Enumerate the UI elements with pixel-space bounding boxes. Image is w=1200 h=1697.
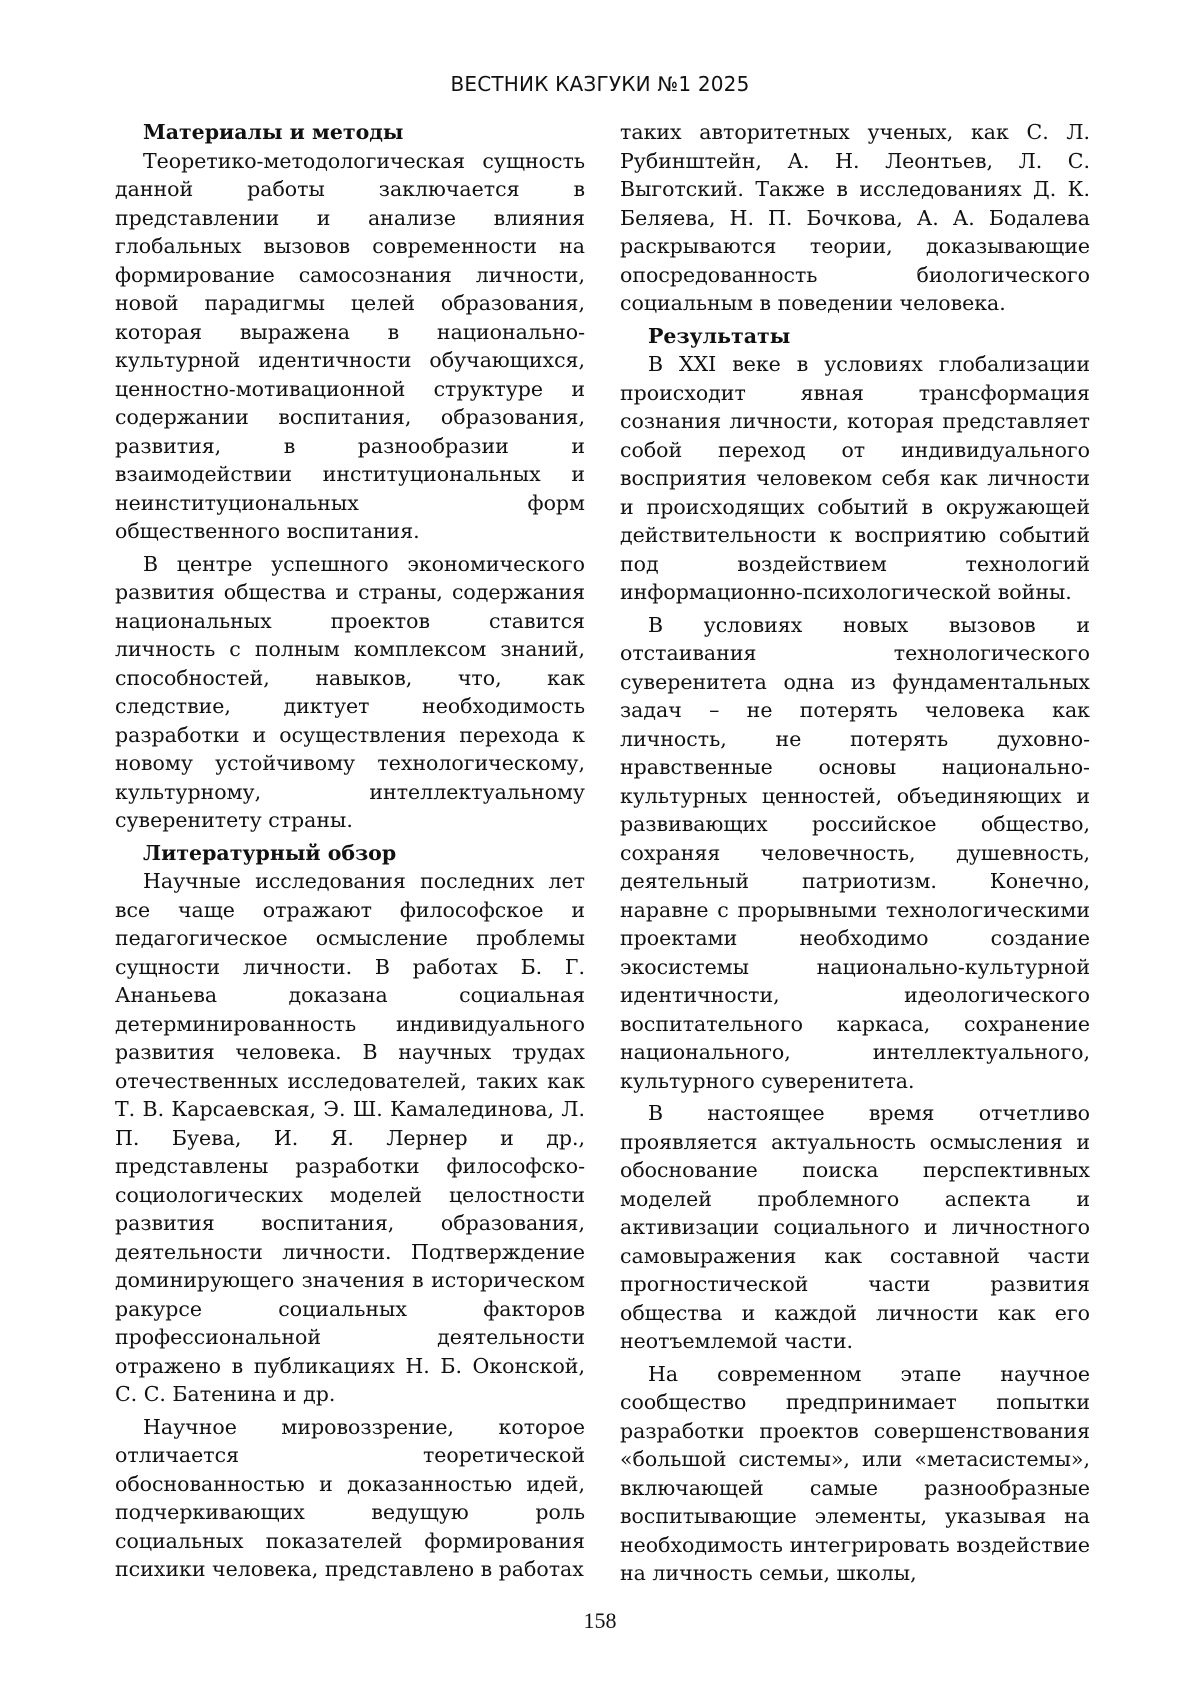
left-column [115, 118, 585, 1588]
section-heading-methods: Материалы и методы [143, 120, 404, 144]
paragraph-methods: Теоретико-методологическая сущность данной работы заключается в представлении и анализе влияния глобальных вызовов современности на формирование самосознания личности, новой парадигмы целей образования, которая выражена в национально-культурной идентичности обучающихся, ценностно-мотивационной структуре и содержании воспитания, образования, развития, в разнообразии и взаимодействии институциональных и неинституциональных форм общественного воспитания. [115, 148, 585, 543]
section-heading-literature-review: Литературный обзор [143, 840, 397, 865]
paragraph-scientific-worldview-continued: таких авторитетных ученых, как С. Л. Рубинштейн, А. Н. Леонтьев, Л. С. Выготский. Также в исследованиях Д. К. Беляева, Н. П. Бочкова, А. А. Бодалева раскрываются теории, доказывающие опосредованность биологического социальным в поведении человека. [620, 120, 1090, 315]
running-head: ВЕСТНИК КАЗГУКИ №1 2025 [450, 72, 750, 96]
page-number: 158 [583, 1608, 617, 1633]
right-column [620, 118, 1090, 1592]
paragraph-relevance: В настоящее время отчетливо проявляется актуальность осмысления и обоснование поиска перспективных моделей проблемного аспекта и активизации социального и личностного самовыражения как составной части прогностической части развития общества и каждой личности как его неотъемлемой части. [620, 1101, 1090, 1353]
section-heading-results: Результаты [648, 323, 791, 348]
paragraph-literature-review: Научные исследования последних лет все чаще отражают философское и педагогическое осмысление проблемы сущности личности. В работах Б. Г. Ананьева доказана социальная детерминированность индивидуального развития человека. В научных трудах отечественных исследователей, таких как Т. В. Карсаевская, Э. Ш. Камалединова, Л. П. Буева, И. Я. Лернер и др., представлены разработки философско-социологических моделей целостности развития воспитания, образования, деятельности личности. Подтверждение доминирующего значения в историческом ракурсе социальных факторов профессиональной деятельности отражено в публикациях Н. Б. Оконской, С. С. Батенина и др. [115, 869, 585, 1406]
paragraph-globalization: В XXI веке в условиях глобализации происходит явная трансформация сознания личности, которая представляет собой переход от индивидуального восприятия человеком себя как личности и происходящих событий в окружающей действительности к восприятию событий под воздействием технологий информационно-психологической войны. [620, 352, 1090, 604]
paragraph-sovereignty: В условиях новых вызовов и отстаивания технологического суверенитета одна из фундаментальных задач – не потерять человека как личность, не потерять духовно-нравственные основы национально-культурных ценностей, объединяющих и развивающих российское общество, сохраняя человечность, душевность, деятельный патриотизм. Конечно, наравне с прорывными технологическими проектами необходимо создание экосистемы национально-культурной идентичности, идеологического воспитательного каркаса, сохранение национального, интеллектуального, культурного суверенитета. [620, 612, 1090, 1093]
paragraph-scientific-worldview: Научное мировоззрение, которое отличается теоретической обоснованностью и доказанностью идей, подчеркивающих ведущую роль социальных показателей формирования психики человека, представлено в работах [115, 1414, 585, 1581]
paragraph-economic-development: В центре успешного экономического развития общества и страны, содержания национальных проектов ставится личность с полным комплексом знаний, способностей, навыков, что, как следствие, диктует необходимость разработки и осуществления перехода к новому устойчивому технологическому, культурному, интеллектуальному суверенитету страны. [115, 551, 585, 832]
paragraph-scientific-community: На современном этапе научное сообщество предпринимает попытки разработки проектов совершенствования «большой системы», или «метасистемы», включающей самые разнообразные воспитывающие элементы, указывая на необходимость интегрировать воздействие на личность семьи, школы, [620, 1361, 1090, 1585]
